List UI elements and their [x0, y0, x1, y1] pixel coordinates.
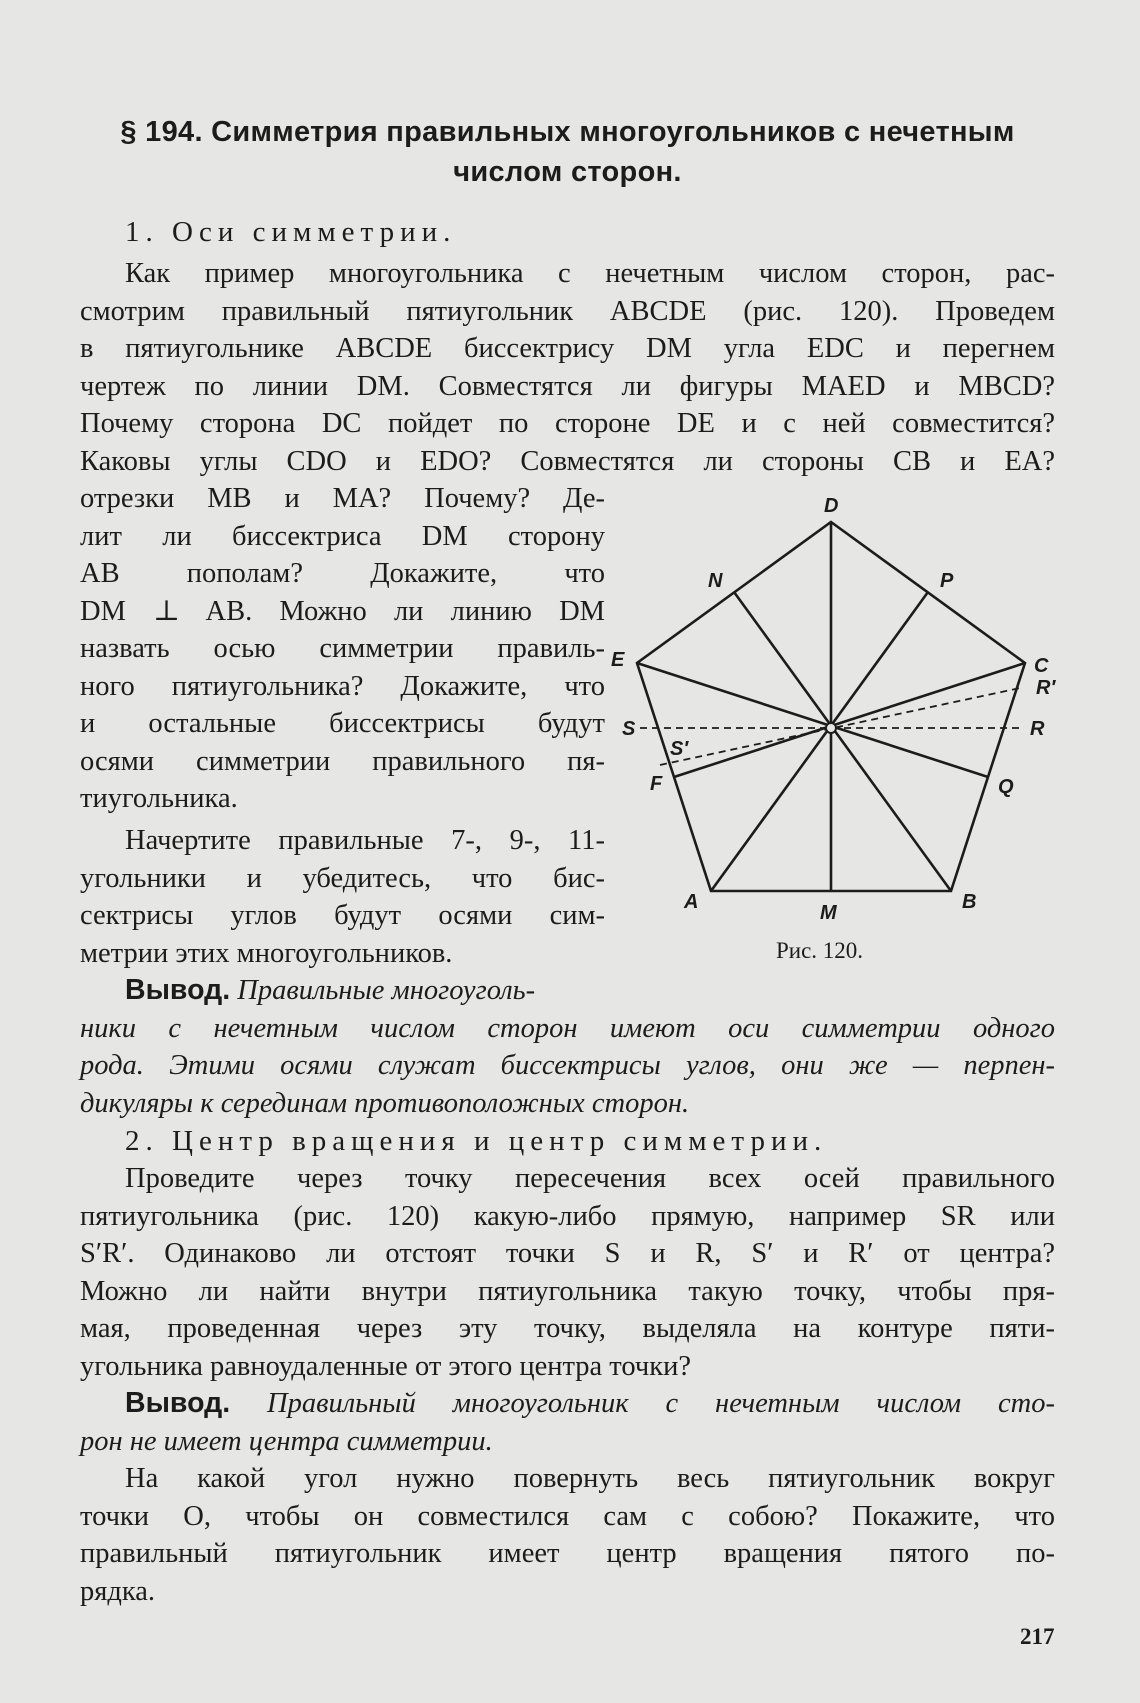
- text-line: рон не имеет центра симметрии.: [80, 1425, 493, 1457]
- part2-conclusion: [80, 1385, 1055, 1460]
- axis-CF: [674, 663, 1025, 777]
- part1-heading: 1. Оси симметрии.: [125, 216, 457, 248]
- text-line: тиугольника.: [80, 783, 238, 814]
- section-title-line-2: числом сторон.: [453, 156, 682, 188]
- label-P: P: [940, 570, 954, 592]
- conclusion-label: Вывод.: [125, 1387, 231, 1419]
- text-line: ники с нечетным числом сторон имеют оси симметрии одного: [80, 1012, 1055, 1044]
- text-line: угольника равноудаленные от этого центра точки?: [80, 1350, 691, 1382]
- conclusion-first-line: [80, 1385, 1055, 1423]
- axis-AP: [711, 592, 928, 891]
- text-line: Проведите через точку пересечения всех осей правильного: [125, 1163, 1055, 1194]
- text-line: S′R′. Одинаково ли отстоят точки S и R, S′ и R′ от центра?: [80, 1238, 1055, 1269]
- figure-caption: Рис. 120.: [776, 938, 864, 963]
- text-line: Как пример многоугольника с нечетным числом сторон, рас-: [125, 258, 1055, 289]
- text-line: Каковы углы CDO и EDO? Совместятся ли стороны CB и EA?: [80, 445, 1055, 477]
- text-line: точки O, чтобы он совместился сам с собою? Покажите, что: [80, 1500, 1055, 1532]
- label-C: C: [1034, 655, 1049, 677]
- text-line: смотрим правильный пятиугольник ABCDE (рис. 120). Проведем: [80, 295, 1055, 327]
- part2-paragraph: [80, 1160, 1055, 1385]
- part1-narrow-paragraph: [80, 480, 605, 818]
- label-R: R: [1030, 718, 1045, 740]
- conclusion-label: Вывод.: [125, 974, 231, 1006]
- label-D: D: [824, 495, 839, 517]
- part2-final-paragraph: [80, 1460, 1055, 1610]
- label-E: E: [611, 649, 625, 671]
- text-line: угольники и убедитесь, что бис-: [80, 862, 605, 894]
- axis-EQ: [637, 663, 988, 777]
- text-line: лит ли биссектриса DM сторону: [80, 520, 605, 552]
- text-line: мая, проведенная через эту точку, выделяла на контуре пяти-: [80, 1313, 1055, 1344]
- text-line: ного пятиугольника? Докажите, что: [80, 670, 605, 702]
- text-line: метрии этих многоугольников.: [80, 937, 453, 969]
- page-number: 217: [1020, 1624, 1055, 1649]
- text-line: Можно ли найти внутри пятиугольника такую точку, чтобы пря-: [80, 1275, 1055, 1307]
- label-M: M: [820, 902, 837, 924]
- part2-heading: 2. Центр вращения и центр симметрии.: [125, 1125, 828, 1157]
- text-line: назвать осью симметрии правиль-: [80, 633, 605, 664]
- text-line: сектрисы углов будут осями сим-: [80, 900, 605, 931]
- text-line: дикуляры к серединам противоположных сторон.: [80, 1087, 690, 1119]
- text-line: AB пополам? Докажите, что: [80, 558, 605, 589]
- conclusion-text: Правильные многоуголь-: [237, 975, 536, 1006]
- text-line: правильный пятиугольник имеет центр вращения пятого по-: [80, 1538, 1055, 1569]
- label-F: F: [650, 773, 663, 795]
- text-line: рода. Этими осями служат биссектрисы углов, они же — перпен-: [80, 1050, 1055, 1081]
- label-S: S: [622, 718, 636, 740]
- conclusion-first-line: [80, 972, 1055, 1010]
- part1-paragraph: [80, 255, 1055, 480]
- line-S1R1: [660, 688, 1020, 765]
- label-S1: S′: [670, 738, 689, 760]
- text-line: и остальные биссектрисы будут: [80, 708, 605, 739]
- section-title: [80, 112, 1055, 192]
- text-line: Почему сторона DC пойдет по стороне DE и с ней совместится?: [80, 408, 1055, 439]
- text-line: чертеж по линии DM. Совместятся ли фигуры MAED и MBCD?: [80, 370, 1055, 402]
- part1-narrow-paragraph-2: [80, 822, 605, 972]
- section-title-line-1: § 194. Симметрия правильных многоугольников с нечетным: [120, 116, 1015, 148]
- text-line: в пятиугольнике ABCDE биссектрису DM угла EDC и перегнем: [80, 333, 1055, 364]
- text-line: DM ⊥ AB. Можно ли линию DM: [80, 595, 605, 627]
- pentagon-figure: [610, 480, 1070, 940]
- label-B: B: [962, 891, 977, 913]
- text-line: осями симметрии правильного пя-: [80, 745, 605, 777]
- part1-conclusion: [80, 972, 1055, 1122]
- label-R1: R′: [1036, 677, 1056, 699]
- text-line: отрезки MB и MA? Почему? Де-: [80, 483, 605, 514]
- center-O: [826, 723, 836, 733]
- conclusion-text: Правильный многоугольник с нечетным числом сто-: [267, 1388, 1055, 1419]
- text-line: На какой угол нужно повернуть весь пятиугольник вокруг: [125, 1463, 1055, 1494]
- label-N: N: [708, 570, 723, 592]
- text-line: Начертите правильные 7-, 9-, 11-: [125, 825, 605, 856]
- text-line: пятиугольника (рис. 120) какую-либо прямую, например SR или: [80, 1200, 1055, 1232]
- label-Q: Q: [998, 776, 1014, 798]
- label-A: A: [684, 891, 699, 913]
- text-line: рядка.: [80, 1575, 156, 1607]
